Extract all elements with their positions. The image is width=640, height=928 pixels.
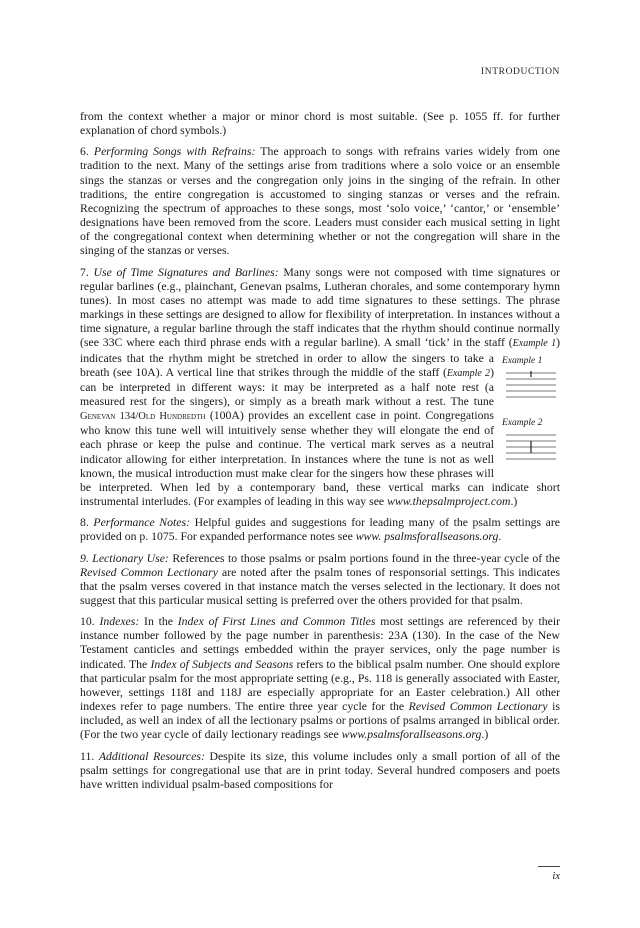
example-2-figure: [502, 416, 560, 478]
examples-figure: [502, 354, 560, 478]
paragraph-heading: Indexes:: [99, 615, 140, 629]
paragraph-text: ) indicates that the rhythm might be stretched in order to allow the singers to take a breath (see 10A). A vertical line that strikes through the middle of the staff (: [80, 336, 560, 379]
index-title: Index of Subjects and Seasons: [150, 657, 294, 671]
paragraph-text: .): [481, 728, 489, 742]
example-2-caption: Example 2: [502, 417, 543, 428]
paragraph-text: is included, as well an index of all the lectionary psalms or portions of psalms arranged in biblical order. (For the two year cycle of daily lectionary readings see: [80, 700, 560, 742]
paragraph-text: (100A) provides an excellent case in point. Congregations who know this tune well will intuitively sense whether they will elongate the end of each phrase or keep the pulse and continue. The vertical mark serves as a neutral indicator allowing for either interpretation. In instances where the tune is not as well known, the musical introduction must make clear for the singers how these phrases will be interpreted. When led by a contemporary band, these vertical marks can indicate short instrumental interludes. (For examples of leading in this way see: [80, 409, 560, 509]
staff-vertical-line-icon: [502, 430, 560, 464]
paragraph-heading: Use of Time Signatures and Barlines:: [93, 265, 279, 279]
paragraph-heading: Performance Notes:: [93, 516, 190, 530]
paragraph-6: [80, 145, 560, 258]
paragraph-10: [80, 615, 560, 742]
book-title: Revised Common Lectionary: [80, 565, 218, 579]
paragraph-text: Despite its size, this volume includes only a small portion of all of the psalm settings for congregational use that are in print today. Several hundred composers and poets have written individual psalm-based compositions for: [80, 749, 561, 791]
paragraph-heading: 9. Lectionary Use:: [80, 551, 169, 565]
paragraph-number: 8.: [80, 516, 89, 530]
paragraph-text: .: [498, 530, 502, 544]
website-url: www.thepsalmproject.com: [387, 495, 511, 509]
paragraph-text: .): [510, 495, 518, 509]
paragraph-text: The approach to songs with refrains varies widely from one tradition to the next. Many of the settings arise from traditions where a solo voice or an ensemble sings the stanzas or verses and the congregation only joins in the singing of the refrain. In other traditions, the entire congregation is accustomed to singing stanzas or verses and the refrain. Recognizing the spectrum of approaches to these songs, most ‘solo voice,’ ‘cantor,’ or ‘ensemble’ designations have been removed from the score. Leaders must consider each musical setting in light of the congregational context when determining whether or not the congregation will share in the singing of the stanzas or verses.: [80, 145, 560, 258]
example-reference: Example 2: [446, 367, 491, 379]
body-text: [80, 110, 560, 799]
paragraph-text: refers to the biblical psalm number. One should explore that particular psalm for the most appropriate setting (e.g., Ps. 118 is generally associated with Easter, however, settings 118I and 118J are especially appropriate for an Easter celebration.) All other indexes refer to page numbers. The entire three year cycle for the: [80, 657, 561, 714]
example-1-figure: [502, 354, 560, 416]
paragraph-text: In the: [144, 615, 173, 629]
staff-tick-icon: [502, 368, 560, 402]
paragraph-text: are noted after the psalm tones of responsorial settings. This indicates that the psalm verses covered in that instance match the verses selected in the lectionary. It does not suggest that this particular musical setting is preferred over the others provided for that psalm.: [80, 565, 560, 607]
paragraph-continuation: from the context whether a major or minor chord is most suitable. (See p. 1055 ff. for further explanation of chord symbols.): [80, 110, 560, 138]
website-url: www. psalmsforallseasons.org: [355, 530, 499, 544]
paragraph-text: most settings are referenced by their instance number followed by the page number in parenthesis: 23A (130). In the case of the New Testament canticles and settings embedded within the prayer services, only the page number is indicated. The: [80, 615, 561, 671]
paragraph-8: [80, 516, 560, 544]
paragraph-number: 7.: [80, 265, 89, 279]
website-url: www.psalmsforallseasons.org: [341, 728, 482, 742]
tune-name: Genevan 134/Old Hundredth: [80, 411, 206, 423]
book-title: Revised Common Lectionary: [408, 700, 548, 714]
paragraph-heading: Performing Songs with Refrains:: [93, 145, 256, 159]
paragraph-11: [80, 750, 560, 792]
paragraph-number: 10.: [80, 615, 95, 629]
paragraph-number: 6.: [80, 145, 89, 159]
running-head: INTRODUCTION: [481, 67, 560, 77]
example-1-caption: Example 1: [502, 355, 543, 366]
paragraph-text: Many songs were not composed with time signatures or regular barlines (e.g., plainchant, Genevan psalms, Lutheran chorales, and some contemporary hymn tunes). In most cases no attempt was made to add time signatures to these settings. The phrase markings in these settings are designed to allow for flexibility of interpretation. In instances without a time signature, a regular barline through the staff indicates that the rhythm should continue normally (see 33C where each third phrase ends with a regular barline). A small ‘tick’ in the staff (: [80, 265, 561, 350]
index-title: Index of First Lines and Common Titles: [177, 615, 376, 629]
paragraph-number: 11.: [80, 749, 95, 763]
paragraph-7: [80, 266, 560, 510]
paragraph-9: [80, 552, 560, 609]
paragraph-text: Helpful guides and suggestions for leading many of the psalm settings are provided on p. 1075. For expanded performance notes see: [80, 516, 561, 544]
paragraph-heading: Additional Resources:: [98, 749, 205, 763]
paragraph-text: ) can be interpreted in different ways: it may be interpreted as a half note rest (a measured rest for the singers), or simply as a breath mark without a rest. The tune: [80, 365, 494, 408]
page-number: ix: [552, 871, 560, 882]
example-reference: Example 1: [512, 338, 557, 350]
footer-rule: [538, 866, 560, 867]
paragraph-text: References to those psalms or psalm portions found in the three-year cycle of the: [172, 551, 560, 565]
